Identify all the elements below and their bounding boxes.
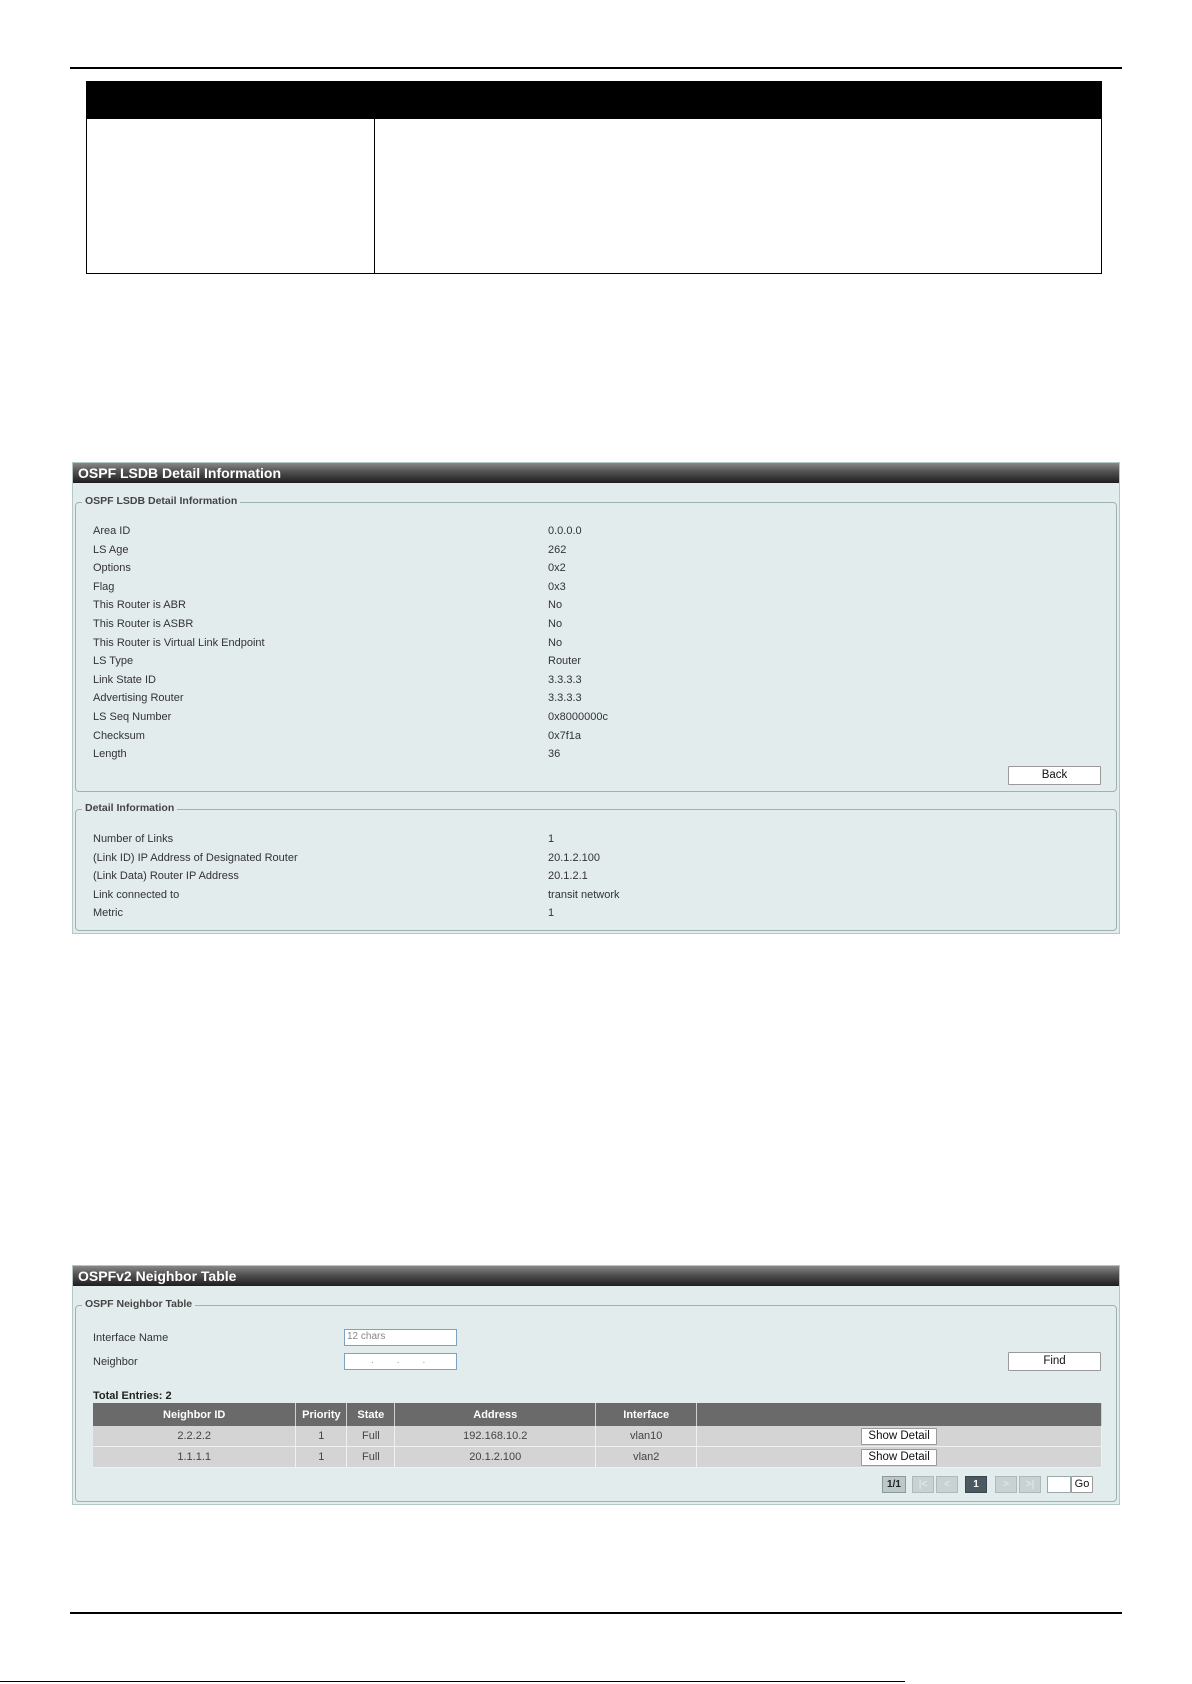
neighbor-table (93, 1403, 1102, 1468)
field-value: 0x7f1a (548, 729, 582, 742)
column-header: Interface (596, 1403, 697, 1426)
detail-row-metric (93, 905, 1106, 923)
field-value: No (548, 599, 563, 612)
field-label: Checksum (93, 729, 145, 742)
detail-row-links (93, 831, 1106, 849)
field-label: This Router is Virtual Link Endpoint (93, 636, 265, 649)
field-row-checksum (93, 728, 1106, 746)
field-value: 20.1.2.100 (548, 851, 600, 864)
panel-title: OSPFv2 Neighbor Table (73, 1266, 1119, 1286)
prev-page-button[interactable]: < (936, 1476, 958, 1493)
cell-address: 20.1.2.100 (395, 1447, 596, 1468)
cell-state: Full (347, 1447, 395, 1468)
field-value: 36 (548, 748, 561, 761)
page-bottom-rule (0, 1681, 905, 1682)
field-label: Flag (93, 580, 115, 593)
field-row-ls-type (93, 653, 1106, 671)
field-value: 262 (548, 543, 567, 556)
field-value: 3.3.3.3 (548, 673, 582, 686)
field-label: This Router is ABR (93, 599, 186, 612)
interface-name-label: Interface Name (93, 1332, 169, 1344)
field-label: Advertising Router (93, 692, 184, 705)
cell-interface: vlan10 (596, 1426, 697, 1447)
go-button[interactable]: Go (1071, 1476, 1093, 1493)
document-table (86, 81, 1102, 274)
cell-neighbor-id: 1.1.1.1 (93, 1447, 296, 1468)
total-entries: Total Entries: 2 (93, 1390, 172, 1402)
first-page-button[interactable]: |< (912, 1476, 934, 1493)
cell-action (697, 1426, 1102, 1447)
field-value: 3.3.3.3 (548, 692, 582, 705)
neighbor-ip-input[interactable] (344, 1353, 457, 1370)
interface-name-placeholder: 12 chars (347, 1331, 386, 1342)
field-label: Area ID (93, 525, 131, 537)
neighbor-panel (72, 1265, 1120, 1505)
fieldset-legend: OSPF LSDB Detail Information (82, 495, 240, 507)
field-label: (Link Data) Router IP Address (93, 870, 239, 882)
field-value: transit network (548, 888, 620, 901)
cell-state: Full (347, 1426, 395, 1447)
field-value: 1 (548, 907, 555, 919)
detail-fieldset (75, 802, 1117, 931)
field-label: This Router is ASBR (93, 618, 194, 630)
field-value: 0x8000000c (548, 711, 608, 723)
field-row-advertising-router (93, 690, 1106, 708)
field-value: Router (548, 655, 582, 668)
neighbor-fieldset (75, 1298, 1117, 1502)
column-header: Address (395, 1403, 596, 1426)
show-detail-button[interactable]: Show Detail (861, 1449, 937, 1466)
table-row (93, 1447, 1102, 1468)
field-row-options (93, 560, 1106, 578)
field-label: Metric (93, 907, 123, 919)
field-label: Length (93, 748, 127, 761)
cell-priority: 1 (296, 1447, 347, 1468)
footer-rule (70, 1612, 1122, 1614)
document-table-divider (374, 119, 375, 274)
field-row-abr (93, 597, 1106, 615)
field-row-ls-age (93, 542, 1106, 560)
interface-name-input[interactable] (344, 1329, 457, 1346)
ip-separators: ... (371, 1355, 449, 1366)
table-row (93, 1426, 1102, 1447)
field-row-length (93, 746, 1106, 764)
field-value: 0x2 (548, 562, 566, 575)
document-table-header (87, 82, 1101, 119)
field-row-link-state-id (93, 672, 1106, 690)
lsdb-panel (72, 462, 1120, 934)
field-value: 0x3 (548, 580, 566, 593)
fieldset-legend: Detail Information (82, 802, 177, 814)
cell-priority: 1 (296, 1426, 347, 1447)
cell-address: 192.168.10.2 (395, 1426, 596, 1447)
field-label: Link connected to (93, 888, 180, 901)
field-value: 0.0.0.0 (548, 525, 582, 537)
field-label: (Link ID) IP Address of Designated Router (93, 851, 298, 864)
detail-row-link-id (93, 850, 1106, 868)
last-page-button[interactable]: >| (1019, 1476, 1041, 1493)
pagination (882, 1476, 1102, 1494)
cell-action (697, 1447, 1102, 1468)
field-value: No (548, 618, 563, 630)
field-label: LS Age (93, 543, 129, 556)
field-row-flag (93, 579, 1106, 597)
field-label: LS Seq Number (93, 711, 172, 723)
field-row-virtual-link (93, 635, 1106, 653)
fieldset-legend: OSPF Neighbor Table (82, 1298, 195, 1310)
cell-neighbor-id: 2.2.2.2 (93, 1426, 296, 1447)
field-value: 20.1.2.1 (548, 870, 588, 882)
header-rule (70, 67, 1122, 69)
detail-row-connected (93, 887, 1106, 905)
column-header: Priority (296, 1403, 347, 1426)
field-label: Link State ID (93, 673, 156, 686)
table-header-row (93, 1403, 1102, 1426)
field-value: 1 (548, 833, 555, 845)
field-label: Options (93, 562, 131, 575)
page-number-input[interactable] (1047, 1476, 1071, 1493)
field-label: Number of Links (93, 833, 174, 845)
column-header: Neighbor ID (93, 1403, 296, 1426)
find-button[interactable]: Find (1008, 1352, 1101, 1371)
current-page-button[interactable]: 1 (965, 1476, 987, 1493)
field-value: No (548, 636, 563, 649)
neighbor-label: Neighbor (93, 1356, 138, 1368)
back-button[interactable]: Back (1008, 766, 1101, 785)
page-info: 1/1 (882, 1476, 906, 1493)
column-header: State (347, 1403, 395, 1426)
column-header (697, 1403, 1102, 1426)
panel-title: OSPF LSDB Detail Information (73, 463, 1119, 483)
detail-row-link-data (93, 868, 1106, 886)
field-row-area-id (93, 523, 1106, 541)
next-page-button[interactable]: > (995, 1476, 1017, 1493)
lsdb-fieldset (75, 495, 1117, 792)
field-label: LS Type (93, 655, 134, 668)
field-row-ls-seq (93, 709, 1106, 727)
field-row-asbr (93, 616, 1106, 634)
cell-interface: vlan2 (596, 1447, 697, 1468)
show-detail-button[interactable]: Show Detail (861, 1428, 937, 1445)
